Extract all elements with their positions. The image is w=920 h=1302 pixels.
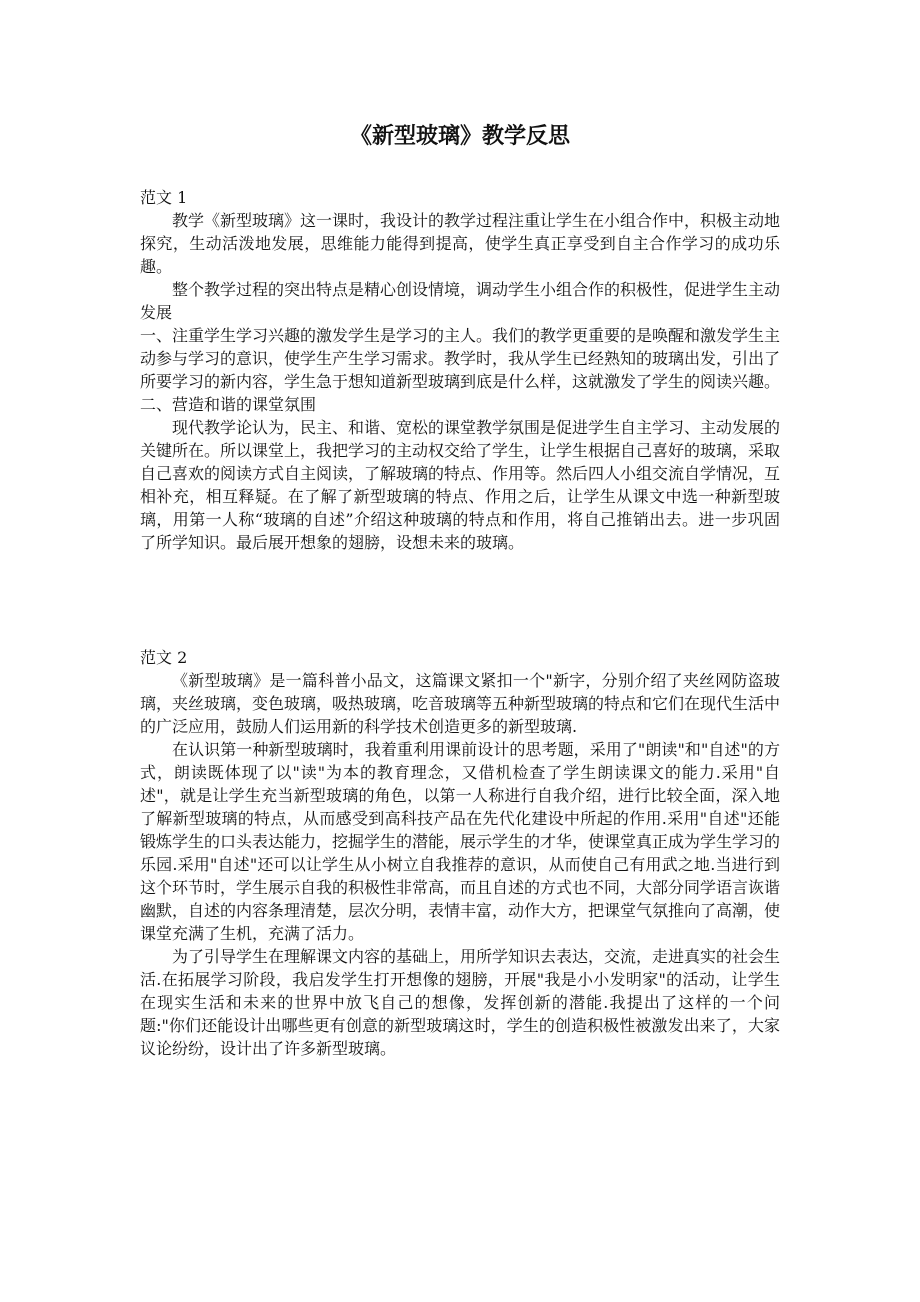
paragraph: 在认识第一种新型玻璃时，我着重利用课前设计的思考题，采用了"朗读"和"自述"的方式，朗读既体现了以"读"为本的教育理念，又借机检查了学生朗读课文的能力.采用"自述"，就是让学生充当新型玻璃的角色，以第一人称进行自我介绍，进行比较全面，深入地了解新型玻璃的特点，从而感受到高科技产品在先代化建设中所起的作用.采用"自述"还能锻炼学生的口头表达能力，挖掘学生的潜能，展示学生的才华，使课堂真正成为学生学习的乐园.采用"自述"还可以让学生从小树立自我推荐的意识，从而使自己有用武之地.当进行到这个环节时，学生展示自我的积极性非常高，而且自述的方式也不同，大部分同学语言诙谐幽默，自述的内容条理清楚，层次分明，表情丰富，动作大方，把课堂气氛推向了高潮，使课堂充满了生机，充满了活力。 (140, 740, 781, 943)
paragraph: 教学《新型玻璃》这一课时，我设计的教学过程注重让学生在小组合作中，积极主动地探究，生动活泼地发展，思维能力能得到提高，使学生真正享受到自主合作学习的成功乐趣。 (140, 211, 781, 276)
section-heading: 范文 2 (140, 648, 188, 667)
paragraph: 整个教学过程的突出特点是精心创设情境，调动学生小组合作的积极性，促进学生主动发展 (140, 280, 781, 322)
document-title: 《新型玻璃》教学反思 (349, 123, 570, 149)
paragraph: 为了引导学生在理解课文内容的基础上，用所学知识去表达，交流，走进真实的社会生活.在拓展学习阶段，我启发学生打开想像的翅膀，开展"我是小小发明家"的活动，让学生在现实生活和未来的世界中放飞自己的想像，发挥创新的潜能.我提出了这样的一个问题:"你们还能设计出哪些更有创意的新型玻璃这时，学生的创造积极性被激发出来了，大家议论纷纷，设计出了许多新型玻璃。 (140, 947, 781, 1058)
subheading: 二、营造和谐的课堂氛围 (140, 395, 317, 414)
section-heading: 范文 1 (140, 188, 188, 207)
section-sample-2 (140, 646, 780, 1060)
subheading-paragraph: 一、注重学生学习兴趣的激发学生是学习的主人。我们的教学更重要的是唤醒和激发学生主动参与学习的意识，使学生产生学习需求。教学时，我从学生已经熟知的玻璃出发，引出了所要学习的新内容，学生急于想知道新型玻璃到底是什么样，这就激发了学生的阅读兴趣。 (140, 326, 781, 391)
paragraph: 现代教学论认为，民主、和谐、宽松的课堂教学氛围是促进学生自主学习、主动发展的关键所在。所以课堂上，我把学习的主动权交给了学生，让学生根据自己喜好的玻璃，采取自己喜欢的阅读方式自主阅读，了解玻璃的特点、作用等。然后四人小组交流自学情况，互相补充，相互释疑。在了解了新型玻璃的特点、作用之后，让学生从课文中选一种新型玻璃，用第一人称“玻璃的自述”介绍这种玻璃的特点和作用，将自己推销出去。进一步巩固了所学知识。最后展开想象的翅膀，设想未来的玻璃。 (140, 418, 781, 552)
section-sample-1 (140, 186, 780, 554)
paragraph: 《新型玻璃》是一篇科普小品文，这篇课文紧扣一个"新字，分别介绍了夹丝网防盗玻璃，夹丝玻璃，变色玻璃，吸热玻璃，吃音玻璃等五种新型玻璃的特点和它们在现代生活中的广泛应用，鼓励人们运用新的科学技术创造更多的新型玻璃. (140, 671, 781, 736)
